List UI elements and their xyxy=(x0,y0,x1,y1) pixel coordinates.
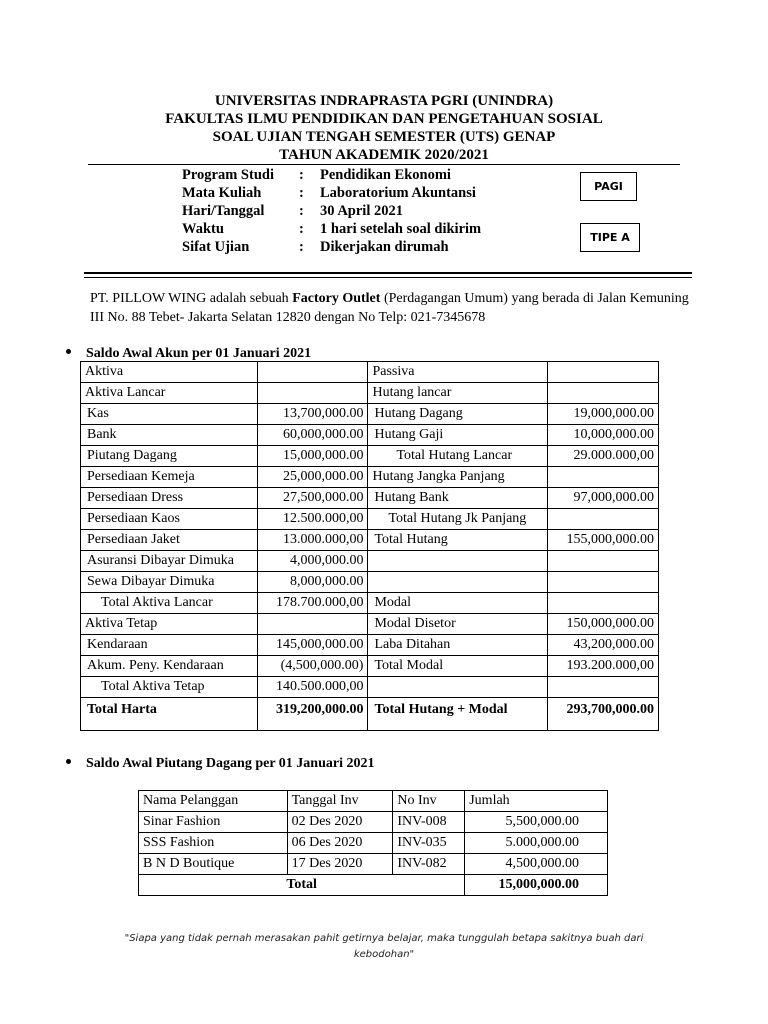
asset-amount-cell: 140.500.000,00 xyxy=(257,677,368,698)
liability-label-cell: Total Hutang + Modal xyxy=(368,698,548,731)
date-cell: 06 Des 2020 xyxy=(287,833,393,854)
table-row xyxy=(81,488,659,509)
customer-cell: B N D Boutique xyxy=(139,854,288,875)
asset-label-cell: Total Harta xyxy=(81,698,258,731)
header-cell: Tanggal Inv xyxy=(287,791,393,812)
info-colon: : xyxy=(299,185,304,201)
table-row xyxy=(81,425,659,446)
liability-amount-cell: 43,200,000.00 xyxy=(548,635,659,656)
date-cell: 17 Des 2020 xyxy=(287,854,393,875)
liability-amount-cell: 293,700,000.00 xyxy=(548,698,659,731)
receivables-header-row xyxy=(139,791,608,812)
section-balance-title xyxy=(66,345,311,362)
liability-amount-cell xyxy=(548,593,659,614)
invoice-cell: INV-082 xyxy=(393,854,465,875)
session-box: PAGI xyxy=(580,172,637,201)
table-row xyxy=(81,614,659,635)
header-university: UNIVERSITAS INDRAPRASTA PGRI (UNINDRA) xyxy=(214,93,554,109)
header-cell: No Inv xyxy=(393,791,465,812)
table-row xyxy=(81,446,659,467)
asset-amount-cell: 13,700,000.00 xyxy=(257,404,368,425)
customer-cell: Sinar Fashion xyxy=(139,812,288,833)
liability-label-cell: Hutang Jangka Panjang xyxy=(368,467,548,488)
asset-label-cell: Total Aktiva Lancar xyxy=(81,593,258,614)
asset-amount-cell: (4,500,000.00) xyxy=(257,656,368,677)
liability-label-cell: Total Hutang Lancar xyxy=(368,446,548,467)
liability-amount-cell xyxy=(548,467,659,488)
invoice-cell: INV-008 xyxy=(393,812,465,833)
asset-label-cell: Aktiva Lancar xyxy=(81,383,258,404)
table-row xyxy=(81,509,659,530)
asset-label-cell: Akum. Peny. Kendaraan xyxy=(81,656,258,677)
liability-amount-cell xyxy=(548,509,659,530)
section-title-text: Saldo Awal Akun per 01 Januari 2021 xyxy=(86,346,312,361)
info-label: Hari/Tanggal xyxy=(182,203,265,219)
liability-amount-cell xyxy=(548,572,659,593)
liability-amount-cell: 19,000,000.00 xyxy=(548,404,659,425)
asset-amount-cell xyxy=(257,614,368,635)
section-receivables-title xyxy=(66,755,374,772)
balance-table xyxy=(80,361,659,731)
table-row xyxy=(81,551,659,572)
info-colon: : xyxy=(299,221,304,237)
asset-amount-cell: 13.000.000,00 xyxy=(257,530,368,551)
asset-label-cell: Kas xyxy=(81,404,258,425)
liability-label-cell: Passiva xyxy=(368,362,548,383)
asset-label-cell: Asuransi Dibayar Dimuka xyxy=(81,551,258,572)
table-row xyxy=(81,404,659,425)
header-cell: Jumlah xyxy=(465,791,608,812)
asset-label-cell: Aktiva xyxy=(81,362,258,383)
info-value: 1 hari setelah soal dikirim xyxy=(320,221,482,237)
info-colon: : xyxy=(299,167,304,183)
table-row xyxy=(81,530,659,551)
asset-label-cell: Total Aktiva Tetap xyxy=(81,677,258,698)
liability-label-cell: Total Hutang Jk Panjang xyxy=(368,509,548,530)
liability-amount-cell: 150,000,000.00 xyxy=(548,614,659,635)
liability-amount-cell xyxy=(548,551,659,572)
liability-amount-cell: 193.200.000,00 xyxy=(548,656,659,677)
invoice-cell: INV-035 xyxy=(393,833,465,854)
asset-label-cell: Kendaraan xyxy=(81,635,258,656)
asset-amount-cell: 319,200,000.00 xyxy=(257,698,368,731)
info-colon: : xyxy=(299,203,304,219)
asset-amount-cell xyxy=(257,362,368,383)
liability-label-cell xyxy=(368,551,548,572)
asset-amount-cell: 25,000,000.00 xyxy=(257,467,368,488)
info-value: Pendidikan Ekonomi xyxy=(320,167,451,183)
header-exam: SOAL UJIAN TENGAH SEMESTER (UTS) GENAP xyxy=(212,129,556,145)
liability-label-cell xyxy=(368,572,548,593)
section-title-text: Saldo Awal Piutang Dagang per 01 Januari 2021 xyxy=(86,756,375,771)
asset-label-cell: Persediaan Kemeja xyxy=(81,467,258,488)
closing-quote xyxy=(0,931,768,963)
intro-text-rest: (Perdagangan Umum) yang berada di Jalan Kemuning III No. 88 Tebet- Jakarta Selatan 12820 dengan No Telp: 021-7345678 xyxy=(90,291,689,325)
liability-label-cell: Hutang Gaji xyxy=(368,425,548,446)
asset-label-cell: Bank xyxy=(81,425,258,446)
table-row xyxy=(81,656,659,677)
amount-cell: 5,500,000.00 xyxy=(465,812,608,833)
liability-amount-cell: 29.000.000,00 xyxy=(548,446,659,467)
bullet-icon xyxy=(66,349,71,354)
asset-amount-cell: 4,000,000.00 xyxy=(257,551,368,572)
liability-label-cell: Modal Disetor xyxy=(368,614,548,635)
asset-label-cell: Aktiva Tetap xyxy=(81,614,258,635)
info-value: Laboratorium Akuntansi xyxy=(320,185,476,201)
liability-amount-cell xyxy=(548,677,659,698)
bullet-icon xyxy=(66,759,71,764)
asset-amount-cell: 145,000,000.00 xyxy=(257,635,368,656)
asset-amount-cell: 15,000,000.00 xyxy=(257,446,368,467)
table-row xyxy=(81,362,659,383)
double-rule-top xyxy=(84,272,692,274)
asset-amount-cell: 8,000,000.00 xyxy=(257,572,368,593)
asset-label-cell: Sewa Dibayar Dimuka xyxy=(81,572,258,593)
liability-amount-cell xyxy=(548,362,659,383)
info-label: Mata Kuliah xyxy=(182,185,262,201)
table-row xyxy=(81,467,659,488)
info-label: Sifat Ujian xyxy=(182,239,250,255)
table-row xyxy=(139,812,608,833)
table-row xyxy=(139,833,608,854)
liability-label-cell: Laba Ditahan xyxy=(368,635,548,656)
table-row xyxy=(139,854,608,875)
intro-paragraph xyxy=(90,289,690,327)
info-value: 30 April 2021 xyxy=(320,203,403,219)
asset-amount-cell: 12.500.000,00 xyxy=(257,509,368,530)
asset-amount-cell: 178.700.000,00 xyxy=(257,593,368,614)
asset-label-cell: Piutang Dagang xyxy=(81,446,258,467)
asset-amount-cell xyxy=(257,383,368,404)
table-row xyxy=(81,698,659,731)
liability-label-cell: Hutang Bank xyxy=(368,488,548,509)
header-cell: Nama Pelanggan xyxy=(139,791,288,812)
asset-label-cell: Persediaan Kaos xyxy=(81,509,258,530)
receivables-table xyxy=(138,790,608,896)
info-colon: : xyxy=(299,239,304,255)
table-row xyxy=(81,635,659,656)
header-year: TAHUN AKADEMIK 2020/2021 xyxy=(279,147,489,163)
header-divider xyxy=(88,164,680,165)
liability-amount-cell: 155,000,000.00 xyxy=(548,530,659,551)
type-box: TIPE A xyxy=(580,223,640,252)
table-row xyxy=(81,383,659,404)
liability-label-cell: Total Modal xyxy=(368,656,548,677)
liability-amount-cell: 97,000,000.00 xyxy=(548,488,659,509)
table-row xyxy=(81,677,659,698)
asset-label-cell: Persediaan Dress xyxy=(81,488,258,509)
table-row xyxy=(81,593,659,614)
total-label-cell: Total xyxy=(139,875,465,896)
quote-line-2: kebodohan" xyxy=(353,949,415,960)
table-row xyxy=(81,572,659,593)
total-value-cell: 15,000,000.00 xyxy=(465,875,608,896)
liability-label-cell: Hutang Dagang xyxy=(368,404,548,425)
liability-label-cell: Total Hutang xyxy=(368,530,548,551)
liability-label-cell: Hutang lancar xyxy=(368,383,548,404)
info-label: Program Studi xyxy=(182,167,274,183)
asset-amount-cell: 60,000,000.00 xyxy=(257,425,368,446)
amount-cell: 5.000,000.00 xyxy=(465,833,608,854)
date-cell: 02 Des 2020 xyxy=(287,812,393,833)
double-rule-bottom xyxy=(84,277,692,278)
quote-line-1: "Siapa yang tidak pernah merasakan pahit getirnya belajar, maka tunggulah betapa sakitnya buah dari xyxy=(124,933,644,944)
liability-amount-cell: 10,000,000.00 xyxy=(548,425,659,446)
liability-label-cell: Modal xyxy=(368,593,548,614)
receivables-total-row xyxy=(139,875,608,896)
intro-bold: Factory Outlet xyxy=(292,291,381,306)
header-faculty: FAKULTAS ILMU PENDIDIKAN DAN PENGETAHUAN SOSIAL xyxy=(165,111,603,127)
customer-cell: SSS Fashion xyxy=(139,833,288,854)
liability-amount-cell xyxy=(548,383,659,404)
info-value: Dikerjakan dirumah xyxy=(320,239,449,255)
asset-label-cell: Persediaan Jaket xyxy=(81,530,258,551)
intro-text: PT. PILLOW WING adalah sebuah xyxy=(90,291,293,306)
asset-amount-cell: 27,500,000.00 xyxy=(257,488,368,509)
info-label: Waktu xyxy=(182,221,224,237)
amount-cell: 4,500,000.00 xyxy=(465,854,608,875)
liability-label-cell xyxy=(368,677,548,698)
balance-table-body xyxy=(81,362,659,731)
